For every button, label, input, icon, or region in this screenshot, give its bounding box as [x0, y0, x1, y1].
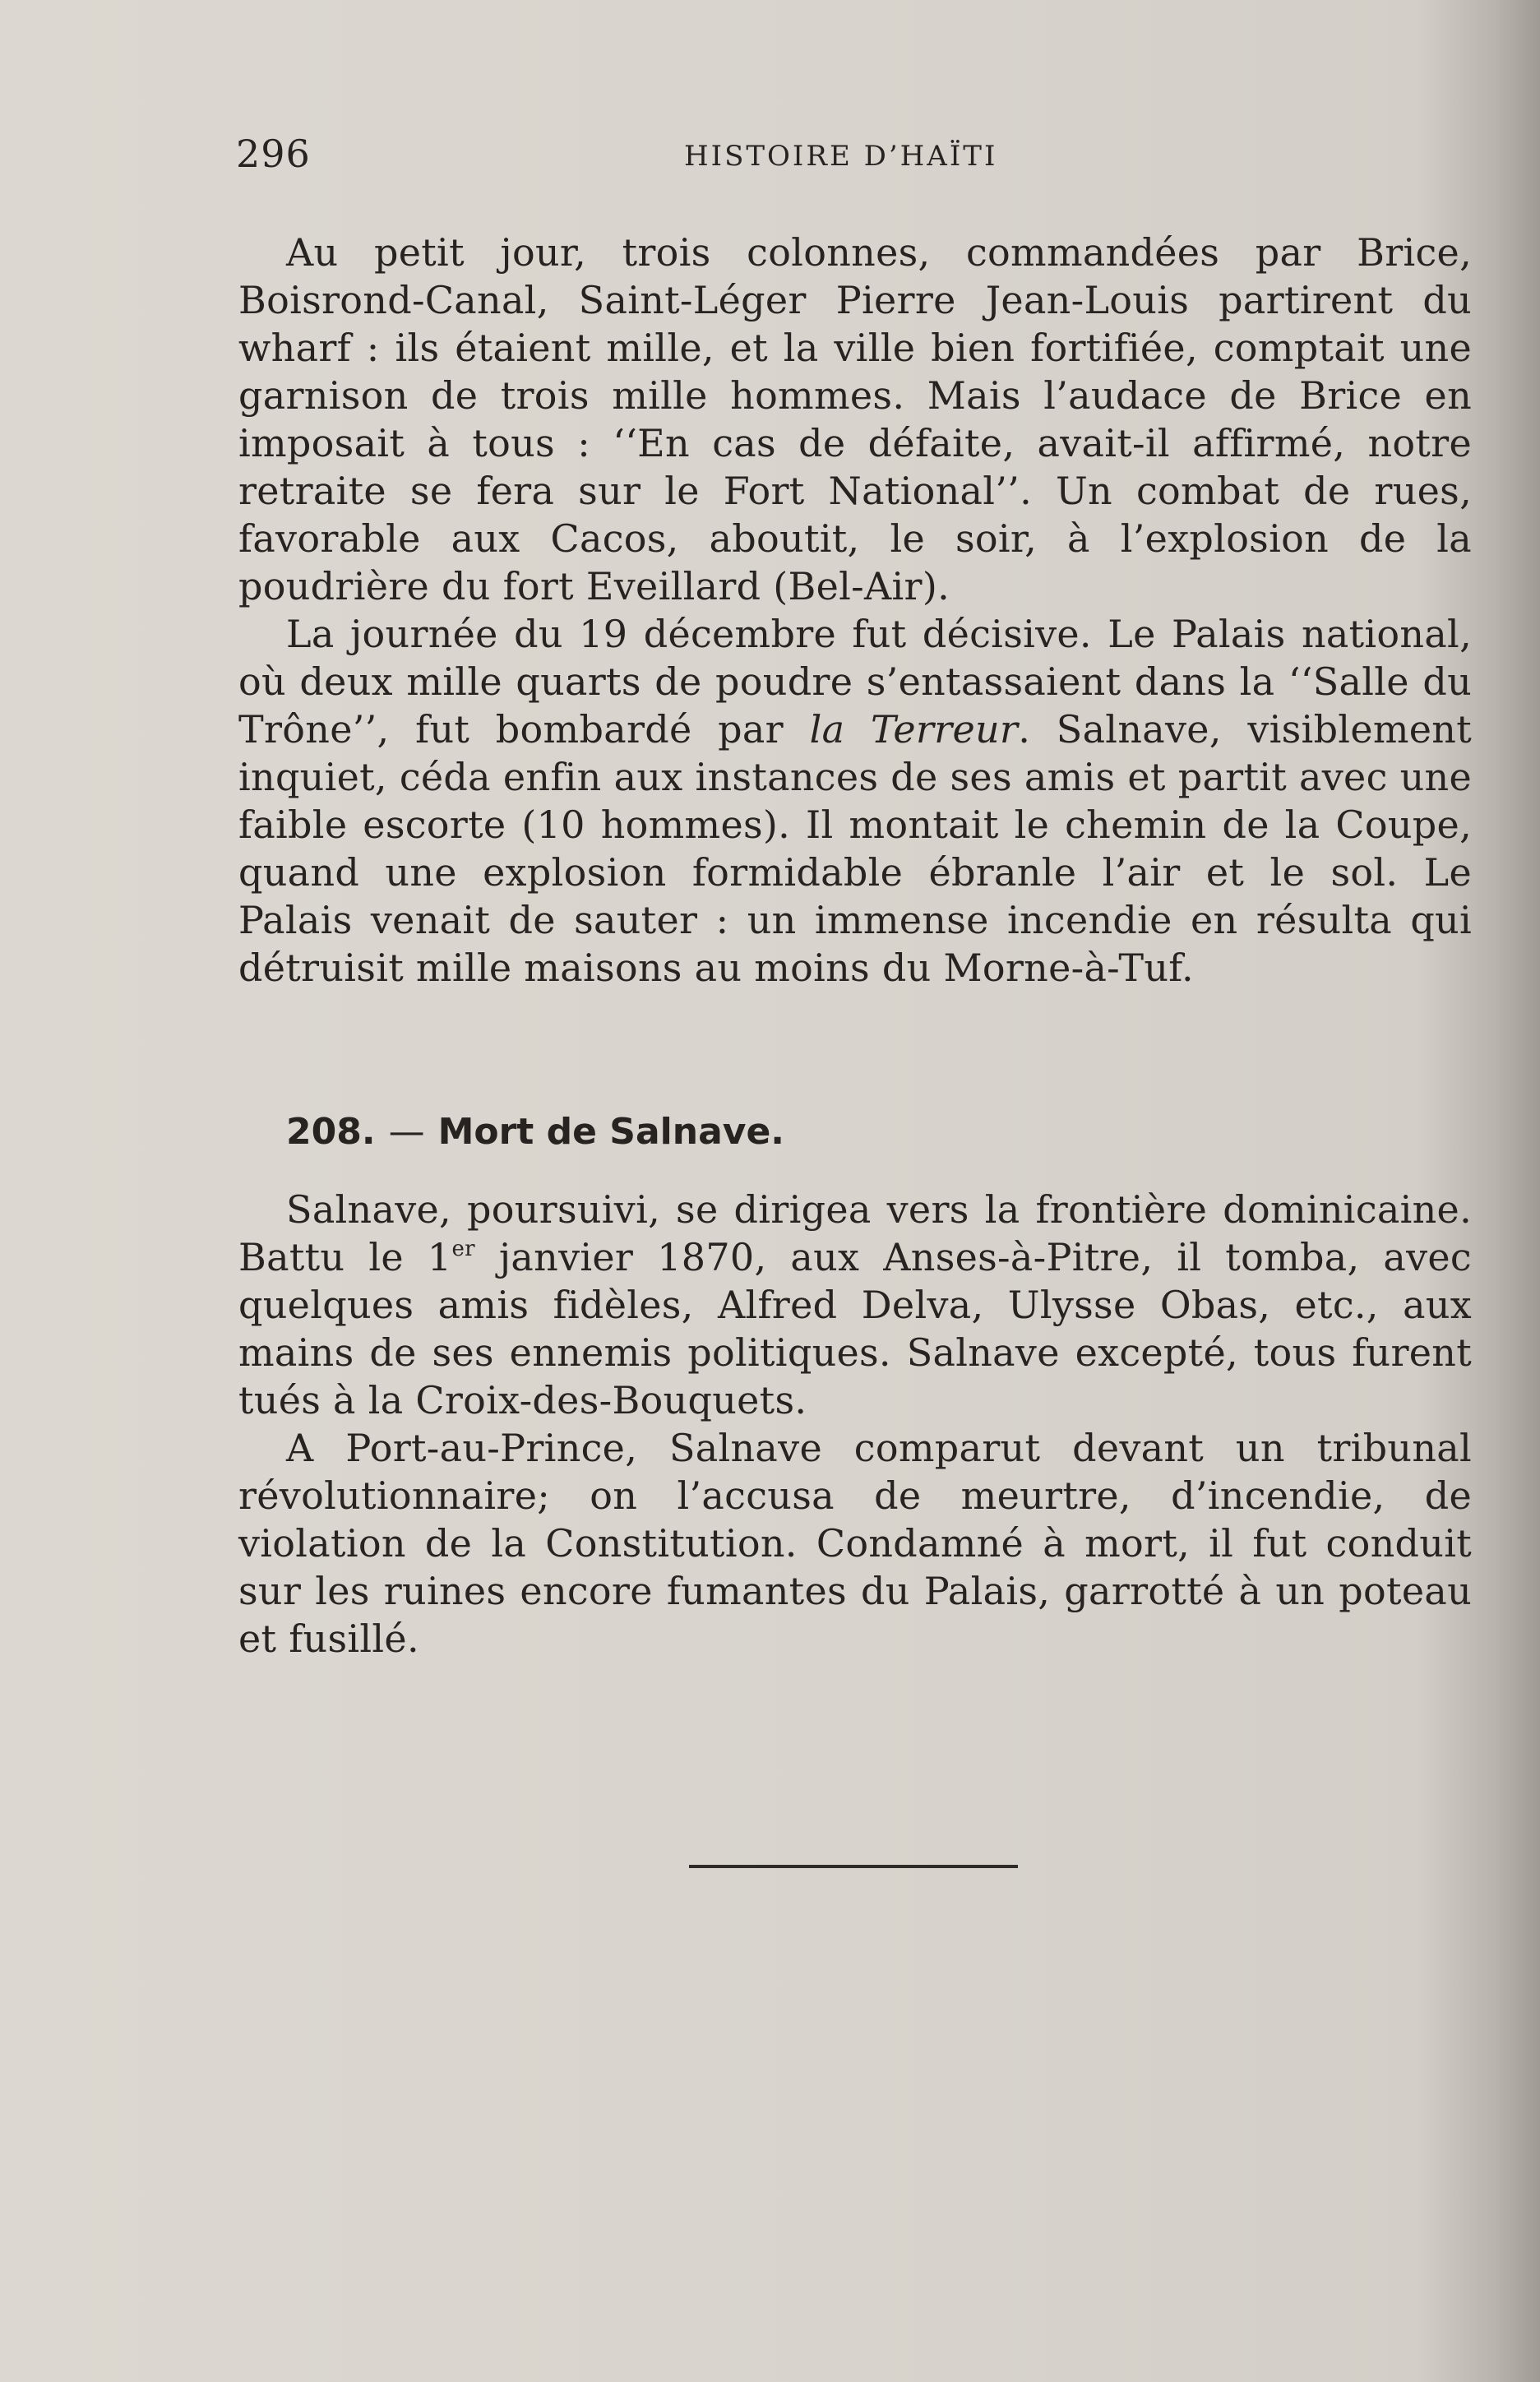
section-heading	[238, 1108, 1472, 1156]
section-title: Mort de Salnave.	[437, 1111, 784, 1153]
paragraph-trial: A Port-au-Prince, Salnave comparut devant un tribunal révolutionnaire; on l’accusa de meurtre, d’incendie, de violation de la Constitution. Condamné à mort, il fut conduit sur les ruines encore fumantes du Palais, garrotté à un poteau et fusillé.	[238, 1426, 1472, 1661]
page-number: 296	[236, 132, 311, 176]
paragraph-capture	[238, 1186, 1472, 1424]
capture-text-part1: Salnave, poursuivi, se dirigea vers la frontière dominicaine. Battu le 1	[238, 1187, 1472, 1279]
section-number: 208.	[286, 1111, 376, 1153]
palace-text-part1: La journée du 19 décembre fut décisive. Le Palais national, où deux mille quarts de poudre s’entassaient dans la ‘‘Salle du Trône’’, fut bombardé par	[238, 612, 1472, 752]
ship-name: la Terreur	[809, 707, 1019, 752]
body-text-bottom	[238, 1186, 1472, 1663]
page-header	[236, 132, 1469, 181]
paragraph-palace-explosion	[238, 610, 1472, 992]
paragraph-assault: Au petit jour, trois colonnes, commandées par Brice, Boisrond-Canal, Saint-Léger Pierre Jean-Louis partirent du wharf : ils étaient mille, et la ville bien fortifiée, comptait une garnison de trois mille hommes. Mais l’audace de Brice en imposait à tous : ‘‘En cas de défaite, avait-il affirmé, notre retraite se fera sur le Fort National’’. Un combat de rues, favorable aux Cacos, aboutit, le soir, à l’explosion de la poudrière du fort Eveillard (Bel-Air).	[238, 230, 1472, 608]
ordinal-superscript: er	[451, 1237, 475, 1261]
chapter-end-rule	[689, 1865, 1018, 1868]
section-heading-block	[238, 1108, 1472, 1156]
body-text-top	[238, 229, 1472, 992]
capture-text-part2: janvier 1870, aux Anses-à-Pitre, il tomba, avec quelques amis fidèles, Alfred Delva, Ulysse Obas, etc., aux mains de ses ennemis politiques. Salnave excepté, tous furent tués à la Croix-des-Bouquets.	[238, 1235, 1472, 1422]
running-title: HISTOIRE D’HAÏTI	[684, 140, 998, 173]
palace-text-part2: . Salnave, visiblement inquiet, céda enfin aux instances de ses amis et partit avec une faible escorte (10 hommes). Il montait le chemin de la Coupe, quand une explosion formidable ébranle l’air et le sol. Le Palais venait de sauter : un immense incendie en résulta qui détruisit mille maisons au moins du Morne-à-Tuf.	[238, 707, 1472, 990]
section-dash: —	[388, 1111, 425, 1153]
